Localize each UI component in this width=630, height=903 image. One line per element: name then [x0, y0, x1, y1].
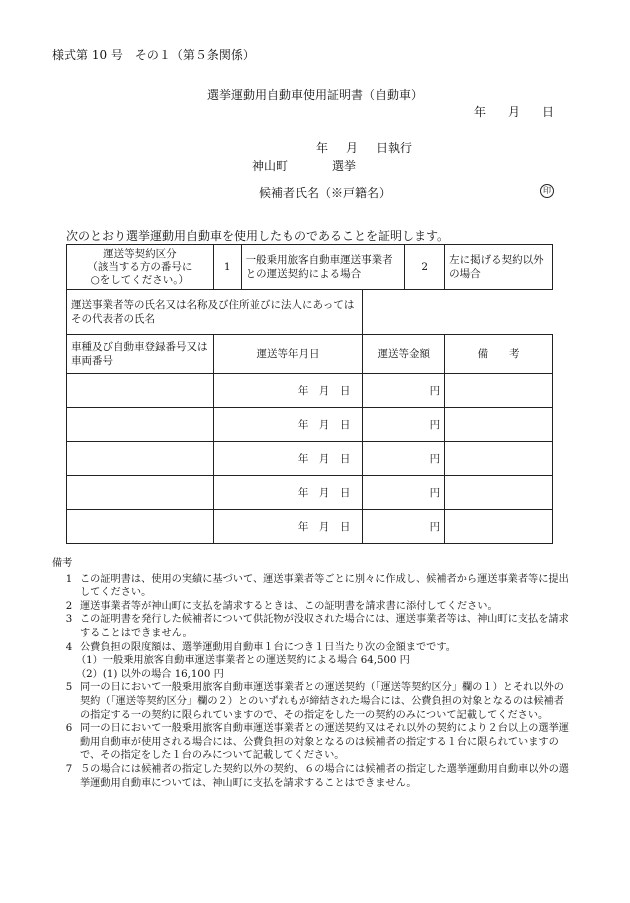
note-number: 3 [65, 614, 73, 626]
document-title: 選挙運動用自動車使用証明書（自動車） [206, 88, 423, 102]
amount-cell[interactable]: 円 [363, 476, 445, 510]
form-number: 様式第 10 号 その１（第５条関係） [52, 48, 255, 62]
town-name: 神山町 [252, 159, 289, 173]
note-text: 運送事業者等が神山町に支払を請求するときは、この証明書を請求書に添付してください。 [80, 600, 498, 612]
notes-header: 備考 [52, 558, 73, 569]
amount-cell[interactable]: 円 [363, 442, 445, 476]
amount-cell[interactable]: 円 [363, 408, 445, 442]
exec-month: 月 [346, 141, 359, 155]
note-item [52, 613, 572, 640]
issue-date [452, 103, 554, 120]
contract-option-2[interactable]: 2 [405, 245, 445, 290]
amount-cell[interactable]: 円 [363, 374, 445, 408]
vehicle-cell[interactable] [67, 510, 214, 544]
vehicle-cell[interactable] [67, 408, 214, 442]
note-number: 2 [65, 600, 73, 612]
note-sub-item-1: （1）一般乗用旅客自動車運送事業者との運送契約による場合 64,500 円 [76, 655, 410, 667]
contract-option-1[interactable]: 1 [213, 245, 241, 290]
table-row [67, 374, 553, 408]
exec-year: 年 [316, 141, 329, 155]
date-cell[interactable]: 年 月 日 [213, 442, 363, 476]
table-row [67, 408, 553, 442]
note-text: この証明書を発行した候補者について供託物が没収された場合には、運送事業者等は、神山町に支払を請求することはできません。 [80, 614, 569, 639]
election-exec-date [316, 139, 430, 156]
election-name [252, 157, 356, 174]
election-label: 選挙 [332, 159, 357, 173]
date-month: 月 [507, 105, 520, 119]
exec-day: 日執行 [376, 141, 413, 155]
table-row [67, 442, 553, 476]
date-year: 年 [473, 105, 486, 119]
contract-type-label: 運送等契約区分 （該当する方の番号に ○をしてください。） [67, 245, 214, 290]
col-header-vehicle: 車種及び自動車登録番号又は車両番号 [67, 335, 214, 374]
contract-option-2-text: 左に掲げる契約以外の場合 [445, 245, 553, 290]
amount-cell[interactable]: 円 [363, 510, 445, 544]
note-item [52, 573, 572, 600]
col-header-remarks: 備 考 [445, 335, 553, 374]
operator-label: 運送事業者等の氏名又は名称及び住所並びに法人にあってはその代表者の氏名 [67, 290, 363, 335]
remarks-cell[interactable] [445, 510, 553, 544]
note-item [52, 600, 572, 614]
operator-row [67, 290, 553, 335]
remarks-cell[interactable] [445, 442, 553, 476]
note-item [52, 681, 572, 722]
col-header-date: 運送等年月日 [213, 335, 363, 374]
note-item [52, 722, 572, 763]
note-text: 同一の日において一般乗用旅客自動車運送事業者との運送契約（「運送等契約区分」欄の１）とそれ以外の契約（「運送等契約区分」欄の２）とのいずれもが締結された場合には、公費負担の対象となるのは候補者の指定する一の契約に限られていますので、その指定をした一の契約のみについて記載してください。 [80, 682, 564, 721]
note-item [52, 641, 572, 655]
vehicle-cell[interactable] [67, 374, 214, 408]
note-number: 4 [65, 641, 73, 653]
date-cell[interactable]: 年 月 日 [213, 374, 363, 408]
seal-icon: 印 [540, 184, 554, 198]
operator-value[interactable] [363, 290, 553, 335]
contract-option-1-text: 一般乗用旅客自動車運送事業者との運送契約による場合 [241, 245, 405, 290]
date-day: 日 [541, 105, 554, 119]
note-text: ５の場合には候補者の指定した契約以外の契約、６の場合には候補者の指定した選挙運動用自動車以外の選挙運動用自動車については、神山町に支払を請求することはできません。 [80, 763, 569, 789]
certification-statement: 次のとおり選挙運動用自動車を使用したものであることを証明します。 [66, 229, 450, 243]
notes-section [52, 557, 572, 790]
note-number: 1 [65, 573, 73, 585]
date-cell[interactable]: 年 月 日 [213, 476, 363, 510]
table-row [67, 510, 553, 544]
note-number: 5 [65, 682, 73, 694]
note-text: 公費負担の限度額は、選挙運動用自動車１台につき１日当たり次の金額までです。 [80, 641, 456, 653]
note-item [52, 763, 572, 790]
col-header-amount: 運送等金額 [363, 335, 445, 374]
note-text: 同一の日において一般乗用旅客自動車運送事業者との運送契約又はそれ以外の契約により２台以上の選挙運動用自動車が使用される場合には、公費負担の対象となるのは候補者の指定する１台に限られていますので、その指定をした１台のみについて記載してください。 [80, 723, 569, 762]
contract-type-row [67, 245, 553, 290]
table-header-row [67, 335, 553, 374]
vehicle-cell[interactable] [67, 442, 214, 476]
date-cell[interactable]: 年 月 日 [213, 510, 363, 544]
note-sub-item-2: （2）(1) 以外の場合 16,100 円 [76, 668, 224, 680]
remarks-cell[interactable] [445, 476, 553, 510]
note-number: 6 [65, 723, 73, 735]
vehicle-cell[interactable] [67, 476, 214, 510]
date-cell[interactable]: 年 月 日 [213, 408, 363, 442]
table-row [67, 476, 553, 510]
remarks-cell[interactable] [445, 408, 553, 442]
candidate-name-label: 候補者氏名（※戸籍名） [259, 186, 392, 200]
note-text: この証明書は、使用の実績に基づいて、運送事業者等ごとに別々に作成し、候補者から運送事業者等に提出してください。 [80, 573, 569, 599]
usage-table [66, 244, 553, 544]
remarks-cell[interactable] [445, 374, 553, 408]
note-number: 7 [65, 763, 73, 775]
